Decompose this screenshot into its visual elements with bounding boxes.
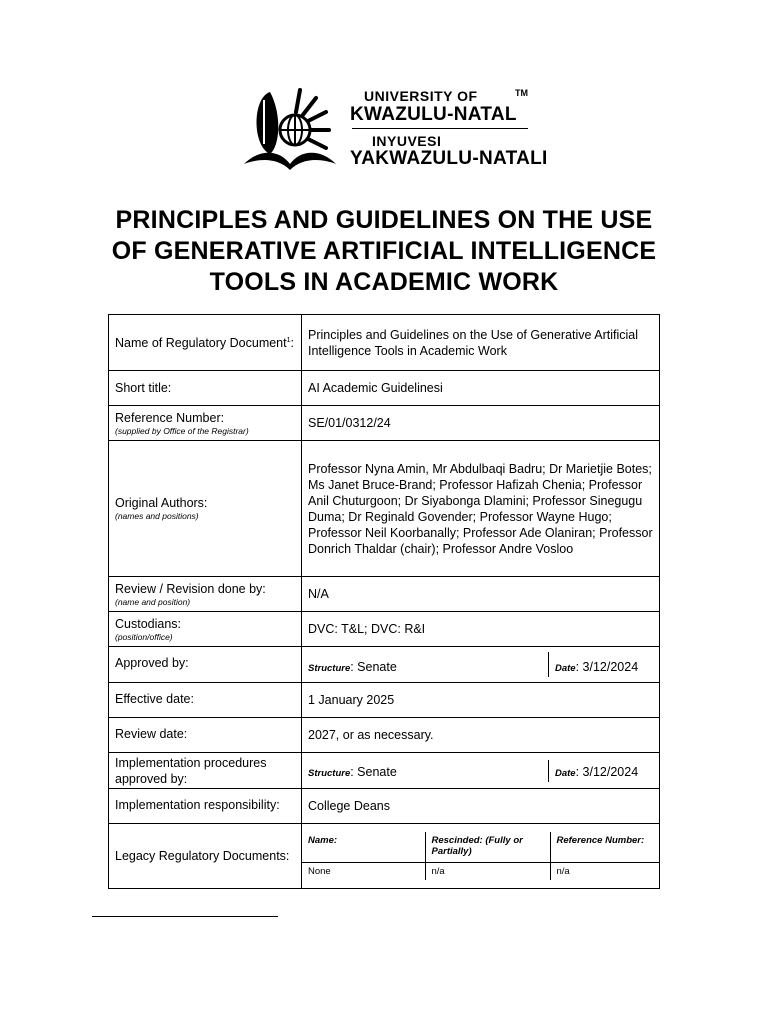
- structure-date-split: [302, 760, 659, 782]
- row-custodians: [109, 612, 660, 647]
- row-original-authors: [109, 441, 660, 577]
- value-cell: [302, 647, 660, 683]
- ukzn-crest-icon: [240, 84, 340, 174]
- row-label: Implementation responsibility:: [109, 789, 302, 824]
- logo-divider: [352, 128, 528, 129]
- row-implementation-responsibility: [109, 789, 660, 824]
- label-cell: [109, 577, 302, 612]
- date-field: [549, 760, 659, 782]
- value-cell: 1 January 2025: [302, 683, 660, 718]
- trademark-symbol: TM: [515, 88, 528, 98]
- logo-line-yakwazulu-natali: YAKWAZULU-NATALI: [350, 148, 548, 169]
- legacy-header-row: [302, 832, 659, 862]
- row-reference-number: [109, 406, 660, 441]
- label-cell: [109, 406, 302, 441]
- value-cell: Principles and Guidelines on the Use of Generative Artificial Intelligence Tools in Academic Work: [302, 315, 660, 371]
- structure-field: [302, 652, 549, 677]
- title-line: TOOLS IN ACADEMIC WORK: [209, 268, 559, 296]
- title-line: PRINCIPLES AND GUIDELINES ON THE USE: [115, 206, 653, 234]
- row-label: Review / Revision done by:: [115, 581, 266, 596]
- row-implementation-procedures: [109, 753, 660, 789]
- value-cell: [302, 753, 660, 789]
- structure-label: Structure: [308, 663, 351, 674]
- row-label: Legacy Regulatory Documents:: [109, 824, 302, 889]
- logo-line-kwazulu-natal: KWAZULU-NATAL: [350, 104, 517, 125]
- label-cell: [109, 315, 302, 371]
- row-label: Short title:: [109, 371, 302, 406]
- row-legacy-documents: [109, 824, 660, 889]
- value-cell: N/A: [302, 577, 660, 612]
- row-label: Review date:: [109, 718, 302, 753]
- row-label: Name of Regulatory Document: [115, 335, 287, 350]
- row-short-title: [109, 371, 660, 406]
- legacy-header-name: Name:: [302, 832, 425, 862]
- legacy-data-row: [302, 862, 659, 880]
- label-cell: [109, 612, 302, 647]
- value-cell: AI Academic Guidelinesi: [302, 371, 660, 406]
- legacy-header-reference: Reference Number:: [550, 832, 659, 862]
- value-cell: College Deans: [302, 789, 660, 824]
- row-note: (supplied by Office of the Registrar): [115, 425, 249, 436]
- legacy-cell-reference: n/a: [550, 862, 659, 880]
- legacy-header-rescinded: Rescinded: (Fully or Partially): [425, 832, 550, 862]
- logo-line-inyuvesi: INYUVESI: [372, 133, 442, 149]
- university-logo: [240, 84, 548, 174]
- legacy-documents-cell: [302, 824, 660, 889]
- date-value: : 3/12/2024: [575, 660, 639, 674]
- row-effective-date: [109, 683, 660, 718]
- row-label: Original Authors:: [115, 496, 208, 510]
- legacy-cell-name: None: [302, 862, 425, 880]
- date-label: Date: [555, 663, 576, 674]
- footnote-separator: [92, 916, 278, 917]
- row-name-of-regulatory-document: [109, 315, 660, 371]
- legacy-documents-table: [302, 832, 659, 880]
- value-cell: SE/01/0312/24: [302, 406, 660, 441]
- row-note: (position/office): [115, 631, 173, 642]
- value-cell: Professor Nyna Amin, Mr Abdulbaqi Badru; Dr Marietjie Botes; Ms Janet Bruce-Brand; Professor Hafizah Chenia; Professor Anil Chuturgoon; Dr Siyabonga Dlamini; Professor Sinegugu Duma; Dr Reginald Govender; Professor Wayne Hugo; Professor Neil Koorbanally; Professor Ade Olaniran; Professor Donrich Thaldar (chair); Professor Andre Vosloo: [302, 441, 660, 577]
- row-note: (name and position): [115, 596, 191, 607]
- row-approved-by: [109, 647, 660, 683]
- row-label: Effective date:: [109, 683, 302, 718]
- date-label: Date: [555, 767, 576, 779]
- structure-date-split: [302, 652, 659, 677]
- row-review-date: [109, 718, 660, 753]
- row-note: (names and positions): [115, 511, 199, 521]
- logo-wordmark: [350, 84, 548, 174]
- label-cell: [109, 441, 302, 577]
- row-label: Approved by:: [109, 647, 302, 683]
- regulatory-info-table: [108, 314, 660, 889]
- structure-value: : Senate: [350, 764, 397, 779]
- logo-line-university-of: UNIVERSITY OF: [364, 88, 478, 104]
- value-cell: DVC: T&L; DVC: R&I: [302, 612, 660, 647]
- row-label: Custodians:: [115, 616, 182, 631]
- row-review-revision: [109, 577, 660, 612]
- row-label: Implementation procedures approved by:: [109, 753, 302, 789]
- structure-label: Structure: [308, 767, 351, 779]
- date-value: : 3/12/2024: [575, 764, 639, 779]
- title-line: OF GENERATIVE ARTIFICIAL INTELLIGENCE: [111, 237, 657, 265]
- label-suffix: :: [290, 335, 294, 350]
- structure-field: [302, 760, 549, 782]
- row-label: Reference Number:: [115, 410, 225, 425]
- value-cell: 2027, or as necessary.: [302, 718, 660, 753]
- footnote-marker[interactable]: 1: [286, 336, 291, 344]
- structure-value: : Senate: [350, 660, 397, 674]
- date-field: [549, 652, 659, 677]
- legacy-cell-rescinded: n/a: [425, 862, 550, 880]
- document-title: [84, 205, 684, 298]
